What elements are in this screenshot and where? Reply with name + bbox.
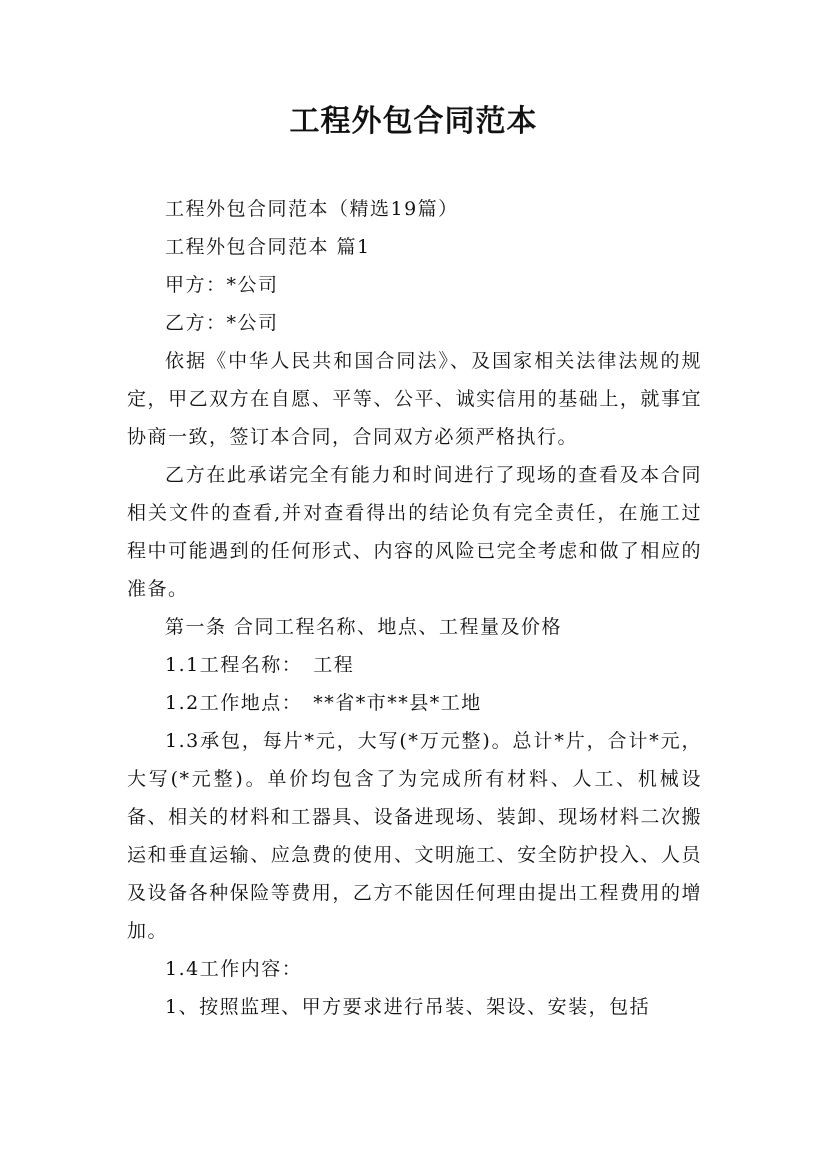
paragraph-party-b: 乙方：*公司 xyxy=(165,312,279,334)
paragraph-work-content-heading: 1.4工作内容： xyxy=(165,958,303,980)
document-body xyxy=(127,190,702,1026)
paragraph-section-heading: 工程外包合同范本 篇1 xyxy=(165,236,371,258)
paragraph-article-1-heading: 第一条 合同工程名称、地点、工程量及价格 xyxy=(165,616,563,638)
document-title: 工程外包合同范本 xyxy=(289,104,538,139)
paragraph-party-a: 甲方：*公司 xyxy=(165,274,279,296)
paragraph-commitment: 乙方在此承诺完全有能力和时间进行了现场的查看及本合同相关文件的查看,并对查看得出的结论负有完全责任，在施工过程中可能遇到的任何形式、内容的风险已完全考虑和做了相应的准备。 xyxy=(127,464,702,600)
paragraph-legal-basis: 依据《中华人民共和国合同法》、及国家相关法律法规的规定，甲乙双方在自愿、平等、公平、诚实信用的基础上，就事宜协商一致，签订本合同，合同双方必须严格执行。 xyxy=(127,350,702,448)
paragraph-project-name: 1.1工程名称： 工程 xyxy=(165,654,355,676)
paragraph-subtitle: 工程外包合同范本（精选19篇） xyxy=(165,198,459,220)
paragraph-work-location: 1.2工作地点： **省*市**县*工地 xyxy=(165,692,482,714)
paragraph-contract-price: 1.3承包，每片*元，大写(*万元整)。总计*片，合计*元，大写(*元整)。单价均包含了为完成所有材料、人工、机械设备、相关的材料和工器具、设备进现场、装卸、现场材料二次搬运和垂直运输、应急费的使用、文明施工、安全防护投入、人员及设备各种保险等费用，乙方不能因任何理由提出工程费用的增加。 xyxy=(127,730,702,942)
paragraph-work-content-item-1: 1、按照监理、甲方要求进行吊装、架设、安装，包括 xyxy=(165,996,651,1018)
